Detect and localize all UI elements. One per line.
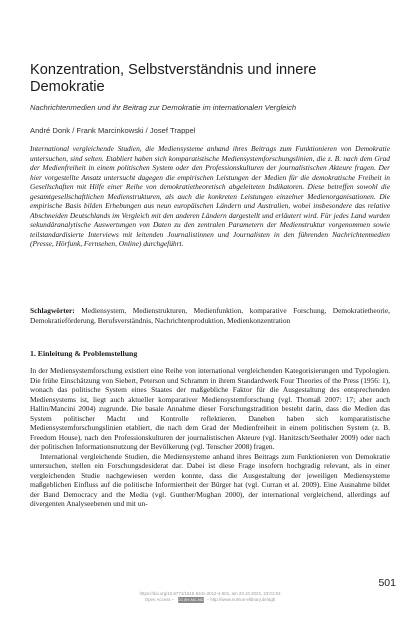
page-number: 501 — [378, 577, 396, 589]
article-subtitle: Nachrichtenmedien und ihr Beitrag zur Demokratie im internationalen Vergleich — [30, 103, 297, 112]
keywords-text: Mediensystem, Medienstrukturen, Medienfunktion, komparative Forschung, Demokratietheorie, Demokratieförderung, Berufsverständnis, Nachrichtenproduktion, Medienkonzentration — [30, 306, 390, 325]
keywords-label: Schlagwörter: — [30, 306, 75, 315]
license-badge-icon[interactable]: CC BY-NC-ND — [177, 597, 204, 602]
footer-agb-link[interactable]: – http://www.nomos-elibrary.de/agb — [206, 597, 276, 603]
article-authors: André Donk / Frank Marcinkowski / Josef Trappel — [30, 126, 196, 135]
paragraph: In der Mediensystemforschung existiert eine Reihe von international vergleichenden Kategorisierungen und Typologien. Die frühe Einschätzung von Siebert, Peterson und Schramm in ihrem Standardwerk Four Theories of the Press (1956: 1), wonach das politische System eines Staates der maßgebliche Faktor für die Ausgestaltung des entsprechenden Mediensystems ist, liegt auch aktueller komparativer Mediensystemforschung (vgl. Thomaß 2007: 17; aber auch Hallin/Mancini 2004) zugrunde. Die basale Annahme dieser Forschungstradition besteht darin, dass die Medien das System politischer Macht und Kontrolle reflektieren. Daneben haben sich komparatistische Mediensystemforschungslinien etabliert, die nach dem Grad der Medienfreiheit in einem politischen System (z. B. Freedom House), nach den Professionskulturen der journalistischen Akteure (vgl. Hanitzsch/Seethaler 2009) oder nach der politischen Informationsnutzung der Bevölkerung (vgl. Tenscher 2008) fragen. — [30, 366, 390, 451]
keywords — [30, 306, 390, 325]
section-heading: 1. Einleitung & Problemstellung — [30, 349, 138, 358]
paragraph: International vergleichende Studien, die Mediensysteme anhand ihres Beitrags zum Funktionieren von Demokratie untersuchen, stellen ein Forschungsdesiderat dar. Dabei ist diese Frage insofern hochgradig relevant, als in einer vergleichenden Studie nachgewiesen werden konnte, dass die Ausgestaltung der jeweiligen Mediensysteme maßgeblichen Einfluss auf die politische Informiertheit der Bürger hat (vgl. Curran et al. 2009). Eine Ausnahme bildet der Band Democracy and the Media (vgl. Gunther/Mughan 2000), der international vergleichend, allerdings auf divergenten Analyseebenen und mit un- — [30, 451, 390, 508]
body-text — [30, 366, 390, 509]
abstract: International vergleichende Studien, die Mediensysteme anhand ihres Beitrags zum Funktionieren von Demokratie untersuchen, sind selten. Etabliert haben sich komparatistische Mediensystemforschungslinien, die z. B. nach dem Grad der Medienfreiheit in einem politischen System oder den Professionskulturen der journalistischen Akteure fragen. Der hier vorgestellte Ansatz untersucht dagegen die empirischen Leistungen der Medien für die demokratische Freiheit in Gesellschaften mit Hilfe einer Reihe von demokratietheoretisch abgeleiteten Indikatoren. Diese betreffen sowohl die gesamtgesellschaftlichen Medienstrukturen, als auch die konkreten Leistungen einzelner Medienorganisationen. Die empirische Basis bilden Erhebungen aus neun europäischen Ländern und Australien, wobei insbesondere das relative Abschneiden Deutschlands im Vergleich mit den anderen Ländern dargestellt und erläutert wird. Für jedes Land wurden sekundäranalytische Auswertungen von Daten zu den zentralen Parametern der Medienstruktur vorgenommen sowie teilstandardisierte Interviews mit leitenden Journalistinnen und Journalisten in den führenden Nachrichtenmedien (Presse, Hörfunk, Fernsehen, Online) durchgeführt. — [30, 144, 390, 248]
footer-license-line — [100, 597, 320, 603]
footer — [100, 591, 320, 603]
footer-doi-link[interactable]: https://doi.org/10.5771/1615-634x-2012-4-501, am 23.10.2022, 23:01:53 — [139, 591, 281, 596]
article-title: Konzentration, Selbstverständnis und innere Demokratie — [30, 62, 317, 95]
footer-open-access: Open Access – — [144, 597, 175, 603]
